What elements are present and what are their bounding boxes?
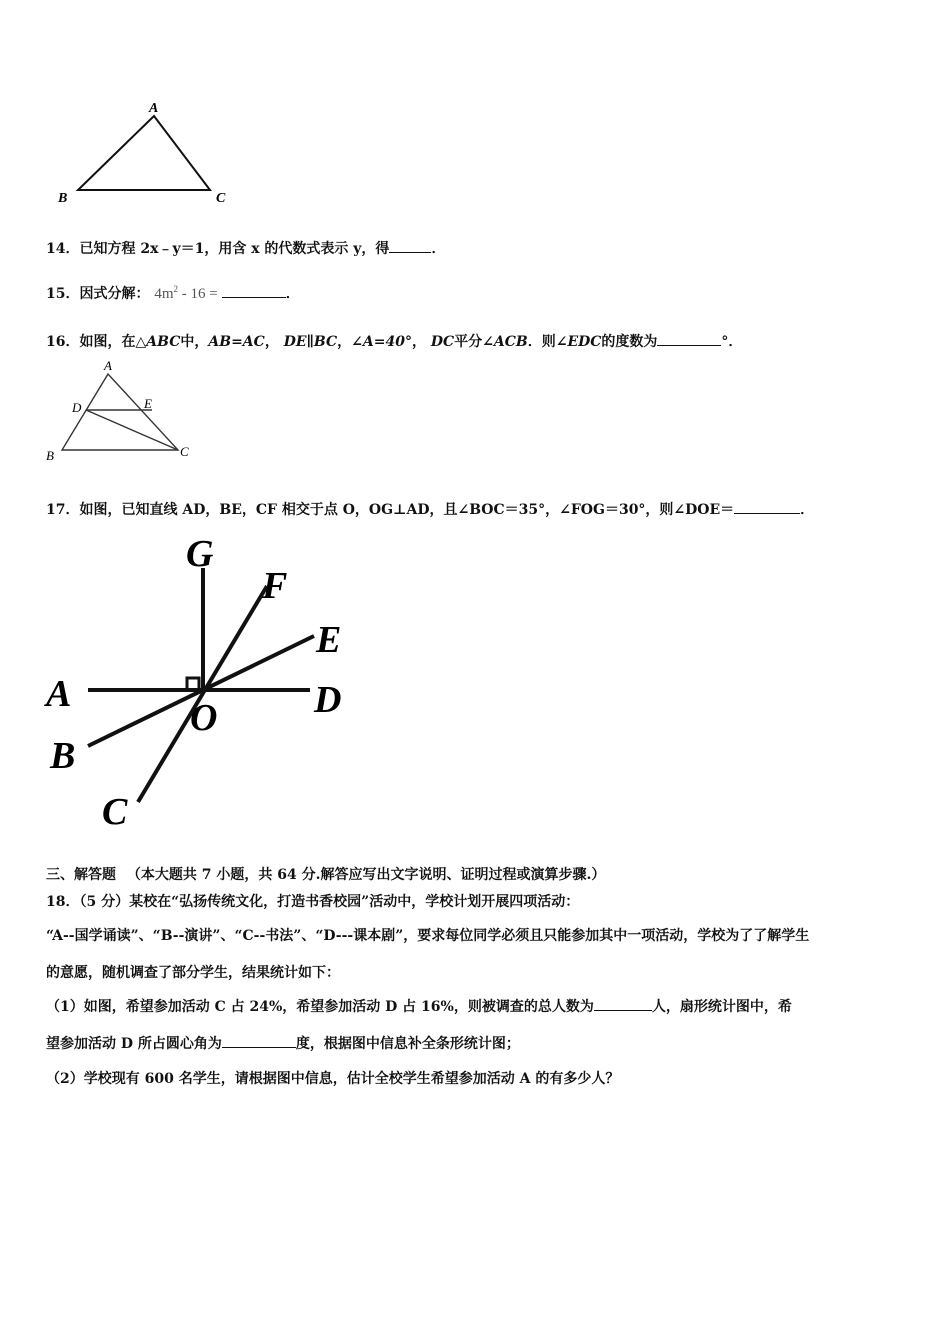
question-15: 15．因式分解： $4m^2 - 16$ = ． xyxy=(46,284,300,302)
label-e: E xyxy=(144,396,152,411)
question-18-part1: （1）如图，希望参加活动 C 占 24%，希望参加活动 D 占 16%，则被调查的总人数为 人，扇形统计图中，希 xyxy=(46,999,792,1015)
formula: $4m^2 - 16$ = xyxy=(154,284,218,302)
question-number: 14． xyxy=(46,241,80,257)
label-a: A xyxy=(104,358,112,373)
label-c: C xyxy=(216,191,226,206)
triangle-dec-figure xyxy=(40,356,200,466)
answer-blank-total[interactable] xyxy=(594,998,652,1011)
question-17: 17．如图，已知直线 AD，BE，CF 相交于点 O，OG⊥AD，且∠BOC＝35°，∠FOG＝30°，则∠DOE＝ ． xyxy=(46,502,815,518)
triangle-abc-figure xyxy=(50,98,240,210)
question-18-part1-cont: 望参加活动 D 所占圆心角为 度，根据图中信息补全条形统计图； xyxy=(46,1036,520,1052)
section-header xyxy=(46,864,605,884)
label-d: D xyxy=(72,400,82,415)
label-b: B xyxy=(58,191,68,206)
section-note: （本大题共 7 小题，共 64 分.解答应写出文字说明、证明过程或演算步骤.） xyxy=(126,867,606,883)
label-d: D xyxy=(314,679,342,721)
answer-blank[interactable] xyxy=(389,240,431,253)
label-b: B xyxy=(50,735,76,777)
equation: 2x﹣y＝1 xyxy=(140,241,205,257)
question-number: 16． xyxy=(46,334,80,350)
question-14: 14．已知方程 2x﹣y＝1，用含 x 的代数式表示 y，得 ． xyxy=(46,241,446,257)
intersecting-lines-figure xyxy=(40,530,370,835)
answer-blank-angle[interactable] xyxy=(222,1035,296,1048)
question-number: 17． xyxy=(46,502,80,518)
section-title: 三、解答题 xyxy=(46,867,116,883)
label-c: C xyxy=(102,791,128,833)
label-a: A xyxy=(149,101,159,116)
label-b: B xyxy=(46,448,54,463)
question-18-part2: （2）学校现有 600 名学生，请根据图中信息，估计全校学生希望参加活动 A 的有多少人？ xyxy=(46,1071,620,1087)
label-f: F xyxy=(262,565,288,607)
question-16: 16．如图，在△ABC中，AB=AC， DE∥BC，∠A=40°， DC平分∠ACB．则∠EDC的度数为 °． xyxy=(46,334,743,350)
label-o: O xyxy=(190,697,218,739)
question-18-context: 的意愿，随机调查了部分学生，结果统计如下： xyxy=(46,965,340,981)
answer-blank[interactable] xyxy=(657,333,721,346)
answer-blank[interactable] xyxy=(222,285,286,298)
answer-blank[interactable] xyxy=(734,501,800,514)
label-c: C xyxy=(180,444,189,459)
label-a: A xyxy=(46,673,72,715)
label-e: E xyxy=(316,619,342,661)
question-18-activities: “A--国学诵读”、“B--演讲”、“C--书法”、“D---课本剧”，要求每位同学必须且只能参加其中一项活动，学校为了了解学生 xyxy=(46,928,810,944)
question-18-intro: 18．（5 分）某校在“弘扬传统文化，打造书香校园”活动中，学校计划开展四项活动： xyxy=(46,894,580,910)
question-number: 15． xyxy=(46,286,80,302)
label-g: G xyxy=(186,533,214,575)
